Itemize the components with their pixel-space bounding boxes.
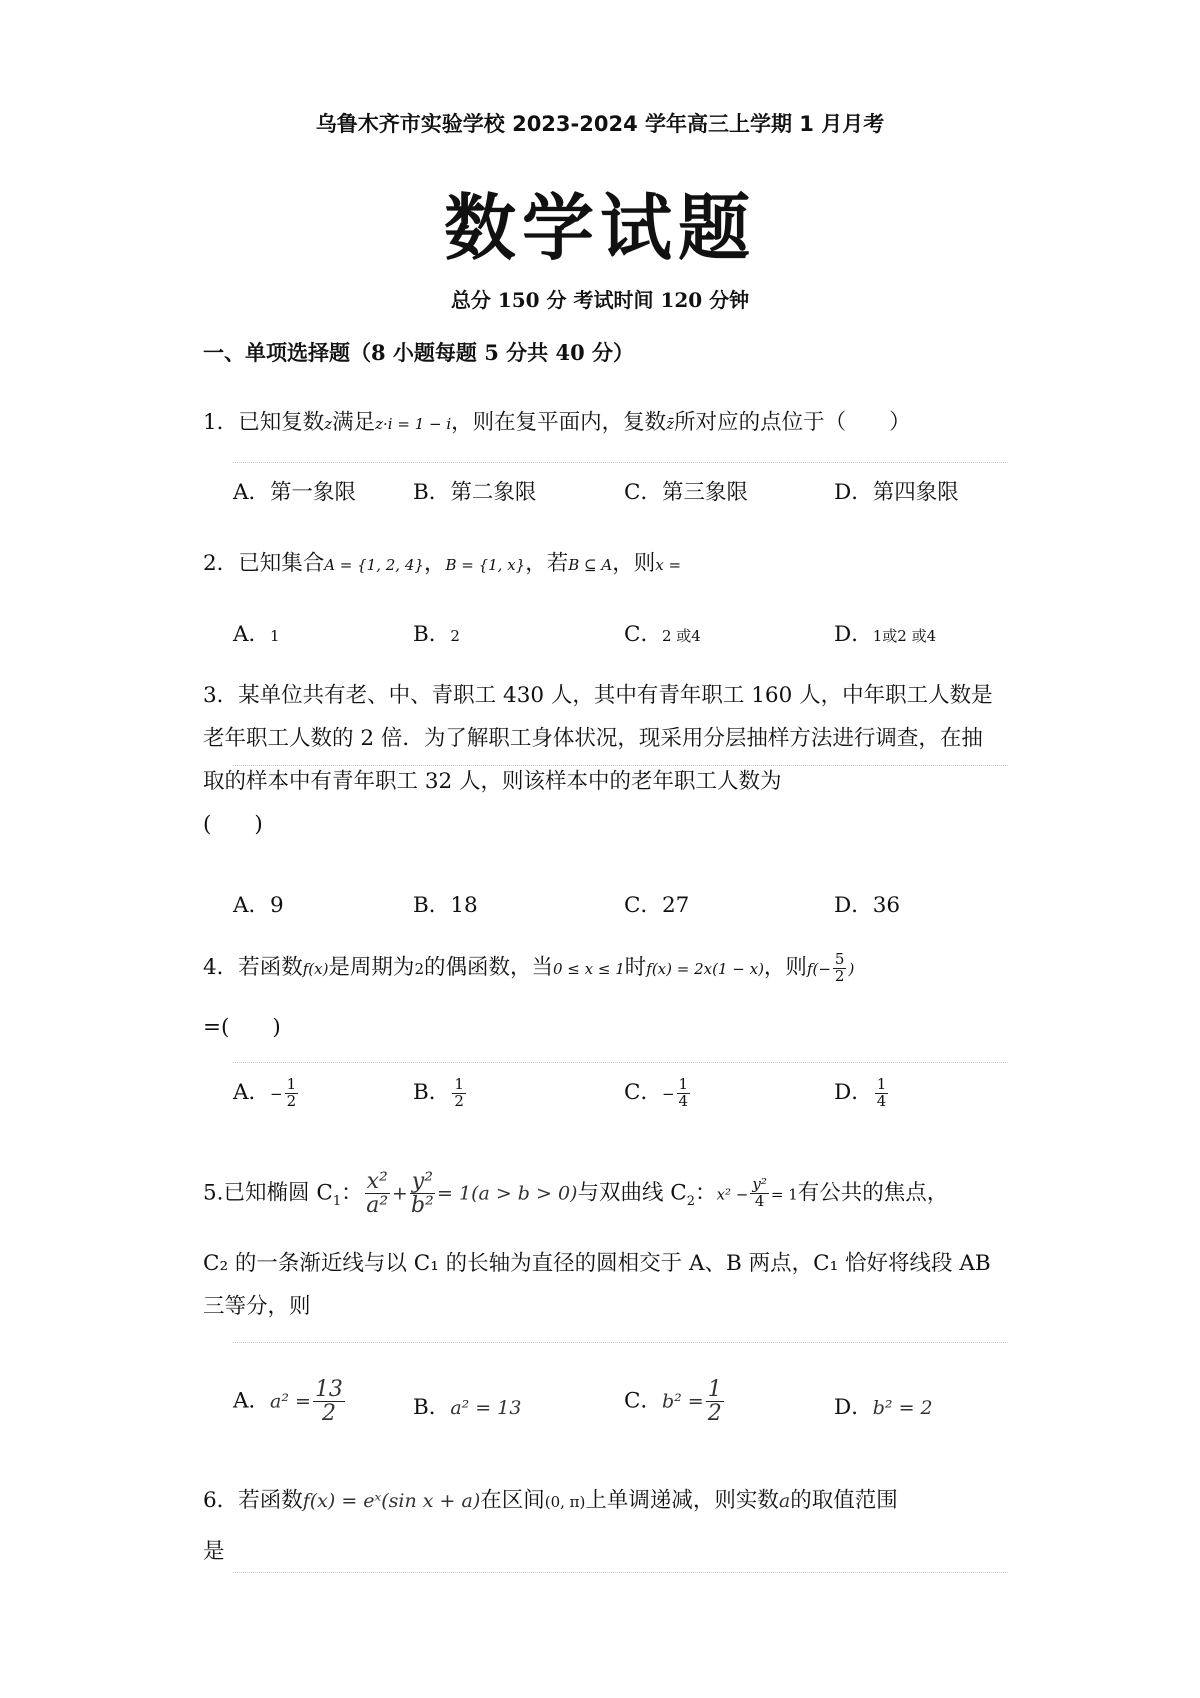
question-5: 5.已知椭圆 $C_1$： $\frac{\text{x²}}{\text{a²}}$ + $\frac{\text{y²}}{\text{b²}}$ = 1(a > b > 0)与双曲线 $C_2$：x² − $\frac{\text{y²}}{4}$ = 1有公共的焦点， — [203, 1169, 949, 1219]
q3-option-c: C．27 — [624, 893, 690, 918]
q5-option-b: B．a² = 13 — [413, 1395, 522, 1420]
math-z: z — [324, 415, 333, 433]
q2-option-c: C．2 或4 — [624, 622, 701, 647]
q1-option-d: D．第四象限 — [834, 480, 959, 505]
section-title: 一、单项选择题（8 小题每题 5 分共 40 分） — [203, 340, 635, 365]
q2-option-b: B．2 — [413, 622, 460, 647]
math-set-a: A = {1, 2, 4} — [324, 556, 424, 574]
question-1: 1．已知复数z满足z·i = 1 − i，则在复平面内，复数z̄所对应的点位于（ ） — [203, 410, 911, 435]
question-3: 3．某单位共有老、中、青职工 430 人，其中有青年职工 160 人，中年职工人数是老年职工人数的 2 倍．为了解职工身体状况，现采用分层抽样方法进行调查，在抽取的样本中有青年职工 32 人，则该样本中的老年职工人数为 ( ) — [203, 683, 993, 837]
q1-option-a: A．第一象限 — [233, 480, 357, 505]
q5-option-d: D．b² = 2 — [834, 1395, 933, 1420]
q3-option-b: B．18 — [413, 893, 478, 918]
q2-option-d: D．1或2 或4 — [834, 622, 937, 647]
q3-option-a: A．9 — [233, 893, 284, 918]
exam-header: 乌鲁木齐市实验学校 2023-2024 学年高三上学期 1 月月考 — [315, 112, 885, 136]
dotted-divider — [233, 1572, 1008, 1573]
q2-option-a: A．1 — [233, 622, 280, 647]
q4-option-d: D． $\frac{1}{4}$ — [834, 1074, 887, 1110]
q1-option-c: C．第三象限 — [624, 480, 748, 505]
dotted-divider — [233, 1342, 1008, 1343]
math-set-b: B = {1, x} — [445, 556, 526, 574]
page-title: 数学试题 — [443, 185, 756, 270]
q4-option-a: A．− $\frac{1}{2}$ — [233, 1074, 297, 1110]
question-number: 6． — [203, 1488, 239, 1513]
q4-option-b: B． $\frac{1}{2}$ — [413, 1074, 464, 1110]
question-4-answer-blank: =( ) — [203, 1015, 281, 1040]
question-2: 2．已知集合A = {1, 2, 4}，B = {1, x}，若B ⊆ A，则x = — [203, 551, 682, 576]
question-number: 2． — [203, 551, 239, 576]
exam-info: 总分 150 分 考试时间 120 分钟 — [450, 288, 750, 312]
dotted-divider — [233, 765, 1008, 766]
question-number: 1． — [203, 410, 239, 435]
dotted-divider — [233, 1062, 1008, 1063]
q1-option-b: B．第二象限 — [413, 480, 537, 505]
q3-option-d: D．36 — [834, 893, 901, 918]
question-number: 4． — [203, 955, 239, 980]
q4-option-c: C．− $\frac{1}{4}$ — [624, 1074, 689, 1110]
math-subset: B ⊆ A — [568, 556, 613, 574]
math-zbar: z̄ — [666, 415, 675, 433]
q5-option-a: A．a² = $\frac{13}{2}$ — [233, 1377, 343, 1427]
math-condition: z·i = 1 − i — [375, 415, 452, 433]
q5-option-c: C．b² = $\frac{1}{2}$ — [624, 1377, 722, 1427]
dotted-divider — [233, 462, 1008, 463]
question-number: 5. — [203, 1180, 224, 1206]
question-6-continued: 是 — [203, 1539, 225, 1564]
question-4: 4．若函数f(x)是周期为2的偶函数，当0 ≤ x ≤ 1时f(x) = 2x(1 − x)，则f(− $\frac{5}{2}$ ) — [203, 949, 855, 985]
math-x: x = — [655, 556, 682, 574]
question-5-continued: C₂ 的一条渐近线与以 C₁ 的长轴为直径的圆相交于 A、B 两点，C₁ 恰好将线段 AB 三等分，则 — [203, 1251, 991, 1319]
question-6: 6．若函数f(x) = eˣ(sin x + a)在区间(0, π)上单调递减，则实数a的取值范围 — [203, 1488, 898, 1513]
fraction: $\frac{5}{2}$ — [834, 949, 845, 985]
